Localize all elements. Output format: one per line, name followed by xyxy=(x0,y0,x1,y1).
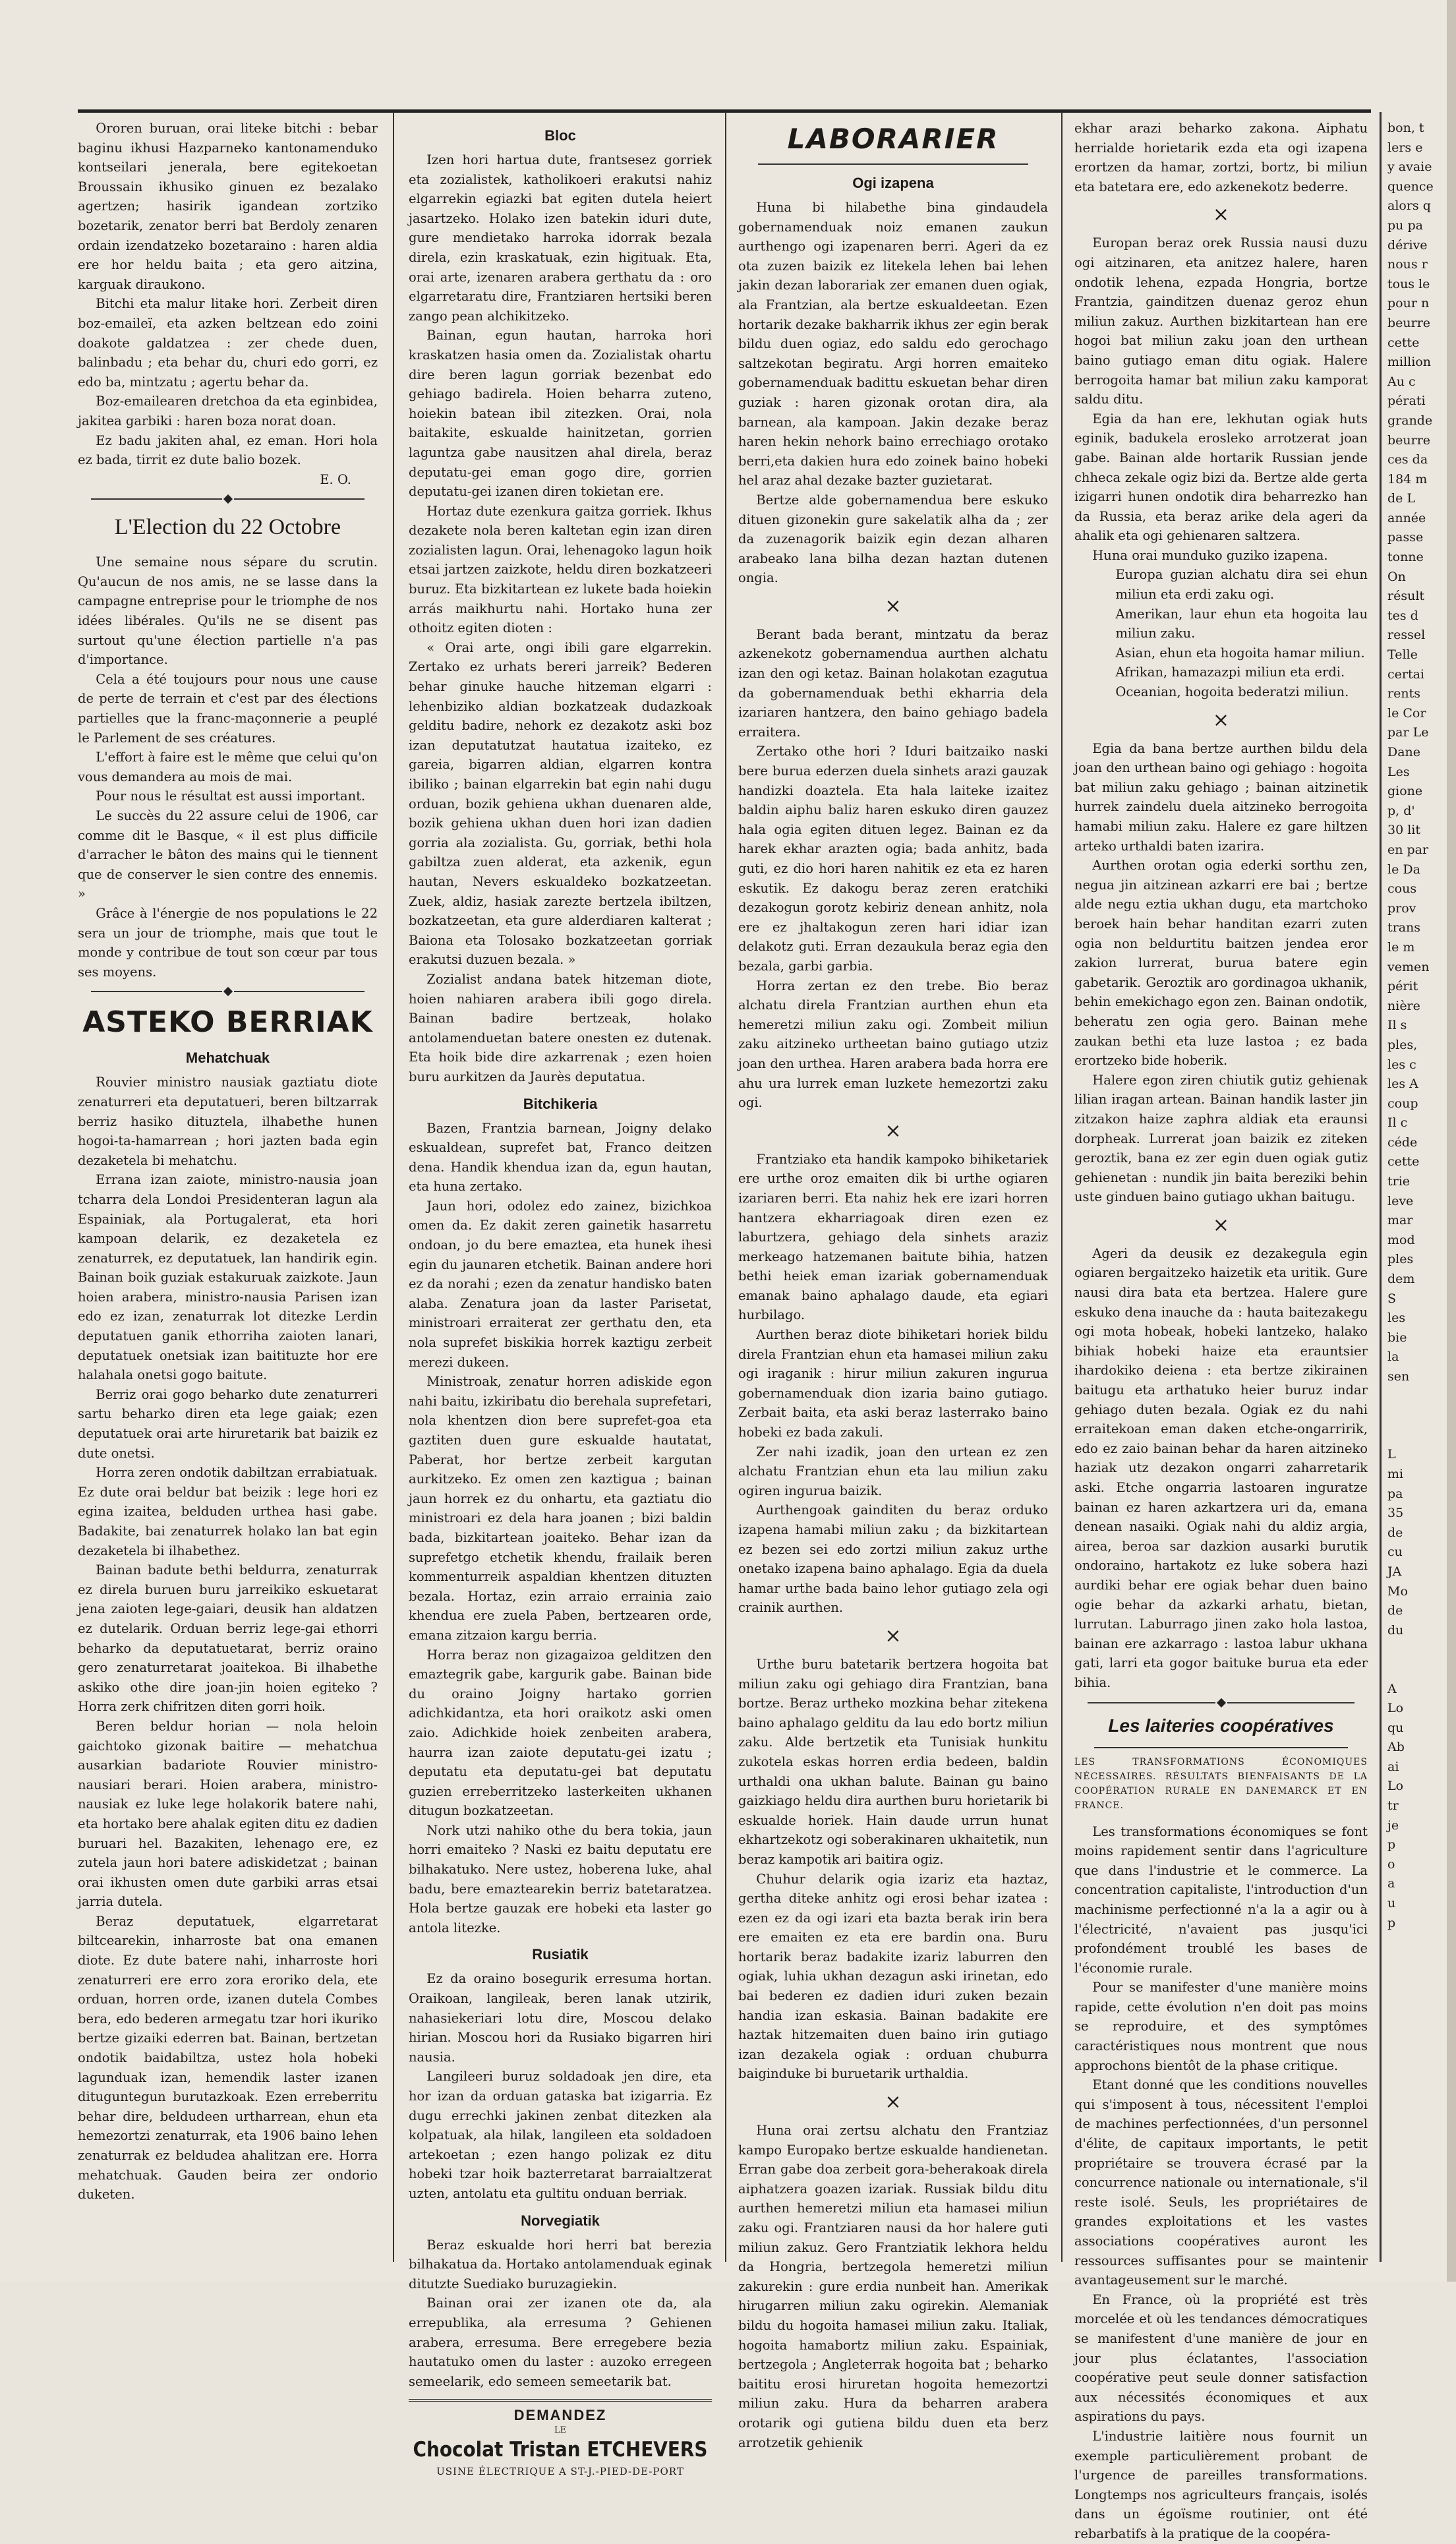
paragraph: Berant bada berant, mintzatu da beraz azkenekotz gobernamendua aurthen alchatu izan den ogi ketaz. Bainan holakotan ezagutua da gobernamenduak bethi ekharria dela izariaren hantzera, den baino gehiago badela erraitera. xyxy=(738,626,1048,740)
cropped-line: tes d xyxy=(1387,608,1418,623)
cropped-line: p xyxy=(1387,1915,1396,1930)
cropped-line: lers e xyxy=(1387,140,1423,155)
rusiatik-article xyxy=(409,1969,712,2203)
cropped-line: dem xyxy=(1387,1272,1415,1287)
cropped-line: cette xyxy=(1387,335,1420,350)
bitchikeria-title: Bitchikeria xyxy=(523,1095,598,1112)
column-1 xyxy=(78,119,378,2255)
cropped-line: quence xyxy=(1387,179,1434,194)
paragraph: Aurthen orotan ogia ederki sorthu zen, negua jin aitzinean azkarri ere bai ; bertze alde negu eztia ukhan dugu, eta martchoko beroek hain behar handitan ezarri zuten ogia non beldurtitu baitzen jendea eror zakion lurrerat, burua batere egin gabetarik. Geroztik aro gordinagoa ukhanik, behin emekichago egon zen. Bainan ondotik, beheratu zen ogia gero. Bainan mehe zaukan bethi eta luze lastoa ; ez bada erortzeko bide hoberik. xyxy=(1074,858,1368,1069)
paragraph: Ageri da deusik ez dezakegula egin ogiaren bergaitzeko haizetik eta uritik. Gure nausi dira bata eta bertzea. Halere gure eskuko dena inauche da : hauta baitezakegu ogi mota hobeak, hobeki lantzeko, halako bihiak hobeki haize eta erauntsier ihardokiko deiena : eta bertze zikirainen baitugu eta arthatuko heier buruz indar gehiago duten bezala. Ogiak ez du nahi erraitekoan eman daken etche-ongarririk, edo ez zaio bainan behar da haren aitzineko haziak utz dezakon ongarri zaharretarik aski. Etche ongarria lastoaren inguratze bainan ez haren azkartzera uri da, emana denean nasaiki. Ogiak nahi du aldiz argia, airea, beroa sar dazkion ausarki burutik ondoraino, hartakotz ez luke sobera hazi aurdiki behar ere ogiak behar duen baino ogie behar da azkarki arhatu, bietan, lurrutan. Laburrago jinen zako hola lastoa, bainan ere azkarrago : lastoa labur ukhana gati, larri eta gogor baituke burua eta eder bihia. xyxy=(1074,1245,1368,1690)
paragraph: Hortaz dute ezenkura gaitza gorriek. Ikhus dezakete nola beren kaltetan egin izan diren zozialisten lagun. Orai, lehenagoko lagun hoik etsai jartzen zaizkote, heldu diren bozkatzeeri buruz. Eta bizkitartean ez lukete bada hoiekin arrás maikhurtu nahi. Hortako huna zer othoitz egiten dioten : xyxy=(409,503,712,636)
ad-demandez: DEMANDEZ xyxy=(513,2407,607,2424)
cropped-line: beurre xyxy=(1387,432,1431,448)
cropped-line: vemen xyxy=(1387,959,1430,974)
cropped-line: dérive xyxy=(1387,237,1428,252)
cropped-line: périt xyxy=(1387,979,1418,994)
cropped-line: 30 lit xyxy=(1387,823,1421,838)
paragraph: Errana izan zaiote, ministro-nausia joan tcharra dela Londoi Presidenteran lagun ala Espainiak, ala Portugalerat, eta hori kampoan delarik, ez dezaketela ez zenaturrek, ez deputatuek, lan handirik egin. Bainan boik guziak estakuruak zaizkote. Jaun hoien arabera, ministro-nausia Parisen izan edo ez izan, zenaturrak lot ditezke Lerdin deputatuen ganik ethorriha zaioten lanari, deputatuek onetsiak izan baitituzte hor ere halahala onetsi gogo baitute. xyxy=(78,1172,378,1383)
column-3 xyxy=(738,119,1048,2450)
cropped-line: en par xyxy=(1387,842,1429,857)
cropped-line: coup xyxy=(1387,1096,1418,1111)
paragraph: Izen hori hartua dute, frantsesez gorriek eta zozialistek, katholikoeri erakutsi nahiz elgarrekin egiazki bat egiten dutela heiert jasartzeko. Holako izen batekin iduri dute, gure mendietako harroka idorrak bezala direla, ezin kraskatuak, ezin higituak. Eta, orai arte, izenaren arabera gerthatu da : oro elgarretaratu dire, Frantziaren hertsiki beren zango pean alchikitzeko. xyxy=(409,152,712,324)
cropped-line: y avaie xyxy=(1387,160,1432,175)
norvegiatik-article xyxy=(409,2235,712,2392)
column-divider xyxy=(1061,112,1063,2262)
cropped-line: Mo xyxy=(1387,1583,1408,1599)
paragraph: Rouvier ministro nausiak gaztiatu diote zenaturreri eta deputatueri, beren biltzarrak berriz hasiko dituztela, ilhabethe hunen hogoi-ta-hamarrean ; hori jazten bada egin dezaketela bi mehatchu. xyxy=(78,1075,378,1168)
cropped-line: ples, xyxy=(1387,1037,1418,1052)
section-divider xyxy=(91,496,364,502)
paragraph: Pour nous le résultat est aussi important. xyxy=(96,788,366,804)
bloc-title: Bloc xyxy=(544,127,576,144)
column-4 xyxy=(1074,119,1368,2541)
cross-separator: × xyxy=(885,1119,902,1142)
cropped-line: certai xyxy=(1387,666,1425,682)
cropped-line: les A xyxy=(1387,1077,1418,1092)
paragraph: Cela a été toujours pour nous une cause de perte de terrain et c'est par des élections partielles que la franc-maçonnerie a peuplé le Parlement de ses créatures. xyxy=(78,671,378,746)
paragraph: Horra zeren ondotik dabiltzan errabiatuak. Ez dute orai beldur bat beizik : lege hori ez egina izaitea, belduden urthea hasi gabe. Badakite, bai zenaturrek holako lan bat egin dezaketela bi ilhabethez. xyxy=(78,1465,378,1558)
news-title: ASTEKO BERRIAK xyxy=(82,1005,373,1040)
cropped-line: cu xyxy=(1387,1545,1403,1560)
cropped-line: mar xyxy=(1387,1213,1413,1228)
top-rule xyxy=(78,109,1371,113)
cropped-line: Telle xyxy=(1387,647,1418,663)
title-underline xyxy=(758,163,1028,165)
paragraph: Pour se manifester d'une manière moins rapide, cette évolution n'en doit pas moins se reproduire, et des symptômes caractéristiques nous montrent que nous approchons bientôt de la phase critique. xyxy=(1074,1980,1368,2073)
cropped-line: je xyxy=(1387,1818,1399,1833)
paragraph: « Orai arte, ongi ibili gare elgarrekin. Zertako ez urhats bereri jarreik? Bederen behar ginuke hauche hitzeman elgarri : lehenbiziko aldian bozkatzeak dudazkoak gelditu badire, nehork ez dezakotz aski boz izan deputatutzat hautatua izaiteko, ez gareia, bigarren aldian, elgarren kontra ibiliko ; bainan elgarrekin bat egin nahi dugu orduan, bozik gehiena ukhan duenaren alde, bozik gehiena ukhan duen hori izan dadien gorria ala zozialista. Gu, gorriak, bethi hola gabiltza zuen alderat, eta azkenik, egun hautan, Nevers eskualdeko bozkatzeetan. Zuek, aldiz, hasiak zarezte bertzela ibiltzen, bozkatzeetan, eta gure alderdiaren kalterat ; Baiona eta Tolosako bozkatzeetan gorriak erakutsi duzuen bezala. » xyxy=(409,639,712,968)
paragraph: Beraz eskualde hori herri bat berezia bilhakatua da. Hortako antolamenduak eginak ditutzte Suediako buruzagiekin. xyxy=(409,2237,712,2292)
cropped-line: tonne xyxy=(1387,550,1424,565)
cropped-line: 184 m xyxy=(1387,471,1428,487)
cropped-line: trie xyxy=(1387,1174,1411,1189)
cropped-line: Lo xyxy=(1387,1701,1404,1716)
cropped-line: le Da xyxy=(1387,862,1420,877)
cropped-line: de xyxy=(1387,1603,1403,1618)
cropped-line: les xyxy=(1387,1311,1406,1326)
paragraph: Bainan badute bethi beldurra, zenaturrak ez direla buruen buru jarreikiko eskuetarat jena zaioten lege-gaiari, deusik han aldatzen ez dutelarik. Orduan berriz lege-gai ethorri beharko da deputatuetarat, berriz oraino gero zenaturretarat joaitekoa. Bi ilhabethe askiko othe dire joan-jin hoien egiteko ? Horra zerk chifritzen diten gorri hoik. xyxy=(78,1562,378,1715)
cropped-line: de L xyxy=(1387,491,1416,506)
cropped-line: pu pa xyxy=(1387,218,1423,233)
cropped-line: alors q xyxy=(1387,198,1431,214)
cropped-line xyxy=(1387,1660,1456,1680)
column-divider xyxy=(393,112,394,2262)
cropped-line: Il s xyxy=(1387,1018,1407,1033)
cropped-line: pérati xyxy=(1387,394,1426,409)
paragraph: Beren beldur horian — nola heloin gaichtoko gizonak baitire — mehatchua ausarkian badariote Rouvier ministro-nausiari berari. Hoien arabera, ministro-nausiak ez luke lege holakorik batere nahi, eta hortako bere ahalak egiten ditu ez dadien buruari hel. Bazakiten, lehenago ere, ez zutela jaun hori batere adiskidetzat ; bainan orai ikhusten omen dute garbiki arras etsai jarria dutela. xyxy=(78,1718,378,1910)
ogi-title: Ogi izapena xyxy=(852,175,934,191)
paragraph: Huna orai zertsu alchatu den Frantziaz kampo Europako bertze eskualde handienetan. Erran gabe doa zerbeit gora-beherakoak direla aiphatzera goazen izariak. Russiak bildu ditu aurthen hemeretzi miliun eta hamasei miliun zaku ogi. Frantziaren nausi da hor halere guti miliun zakuz. Gero Frantziatik lekhora heldu da Hongria, bertzegola hemeretzi miliun zakurekin : gure erdia nunbeit han. Amerikak hirugarren miliun zaku ogirekin. Alemaniak bildu du hogoita hamasei miliun zaku. Italiak, hogoita hamabortz miliun zaku. Espainiak, bertzegola ; Angleterrak hogoita bat ; beharko baititu erosi hiruretan hogoita hemezortzi miliun zaku. Hura da beharren arabera orotarik ogi gutiena bildu duen eta berz arrotzetik gehienik xyxy=(738,2123,1048,2450)
paragraph: Europan beraz orek Russia nausi duzu ogi aitzinaren, eta anitzez halere, haren ondotik lehena, ezpada Hongria, bortze Frantzia, gainditzen duenaz geroz ehun miliun zakuz. Aurthen bizkitartean han ere hogoi bat miliun zaku joan den urthean baino gutiago eman ditu ogiak. Halere berrogoita hamar bat miliun zaku kamporat saldu ditu. xyxy=(1074,235,1368,407)
paragraph: Aurthengoak gainditen du beraz orduko izapena hamabi miliun zaku ; da bizkitartean ez bezen sei edo zortzi miliun zakuz urthe onetako izapena baino aphalago. Egia da duela hamar urthe bada baino lehor gutiago zela ogi crainik aurthen. xyxy=(738,1502,1048,1616)
cropped-lines xyxy=(1387,119,1456,1933)
paragraph: Egia da han ere, lekhutan ogiak huts eginik, badukela erosleko arrotzerat joan gabe. Bainan alde hortarik Russian jende chheca zekale ogiz bizi da. Bertze alde gerta izigarri hunen ondotik dira beharrezko han da Russia, eta beraz arike dela ageri da ahalik eta ogi gehienaren saltzera. xyxy=(1074,411,1368,544)
cropped-line: p xyxy=(1387,1837,1396,1852)
cropped-line: cous xyxy=(1387,881,1417,897)
cropped-line xyxy=(1387,1387,1456,1407)
paragraph: Jaun hori, odolez edo zainez, bizichkoa omen da. Ez dakit zeren gainetik hasarretu ondoan, jo du bere emaztea, eta hunek ihesi egin du jaunaren etchetik. Bainan andere hori ez da norahi ; ezen da zenatur handisko baten alaba. Zenatura joan da laster Parisetat, ministroari erraiterat zer gerthatu den, eta nola suprefet biskikia horrek kaztigu zerbeit merezi dukeen. xyxy=(409,1198,712,1370)
laborarier-title: LABORARIER xyxy=(787,123,999,155)
cropped-line: pa xyxy=(1387,1486,1403,1501)
column-2 xyxy=(409,119,712,2478)
paragraph: Grâce à l'énergie de nos populations le 22 sera un jour de triomphe, mais que tout le monde y contribue de tout son cœur par tous ses moyens. xyxy=(78,905,378,980)
cropped-line: ces da xyxy=(1387,452,1428,467)
cropped-line xyxy=(1387,1406,1456,1426)
bloc-article xyxy=(409,150,712,1087)
cropped-line: Les xyxy=(1387,764,1410,779)
column-divider xyxy=(725,112,726,2262)
advertisement xyxy=(409,2399,712,2479)
cropped-line: cette xyxy=(1387,1154,1420,1169)
column-5-cropped xyxy=(1387,119,1456,2255)
paragraph: Egia da bana bertze aurthen bildu dela joan den urthean baino ogi gehiago : hogoita bat miliun zaku gehiago ; bainan aitzinetik hurrek zaindelu duela aitzineko berrogoita hamabi miliun zaku. Halere ez gare hiltzen arteko urthaldi baten izarira. xyxy=(1074,740,1368,854)
paragraph: Etant donné que les conditions nouvelles qui s'imposent à tous, nécessitent l'emploi de machines perfectionnées, d'un personnel d'élite, de capitaux importants, le petit propriétaire se trouvera écrasé par la concurrence nationale ou internationale, s'il reste isolé. Seuls, les propriétaires de grandes exploitations et les vastes associations coopératives auront les ressources suffisantes pour se maintenir avantageusement sur le marché. xyxy=(1074,2077,1368,2288)
paragraph: L'effort à faire est le même que celui qu'on vous demandera au mois de mai. xyxy=(78,750,378,784)
paragraph: Frantziako eta handik kampoko bihiketariek ere urthe oroz emaiten dik bi urthe ogiaren izariaren berri. Eta nahiz hek ere izari horren hantzera ekharriagoak diren ezen ez laburtzera, gehiago dela sinhets araziz merkeago hatzemanen baitute bihia, hatzen bethi heiek eman izariak gobernamenduak emanak baino aphalago daude, eta egiari hurbilago. xyxy=(738,1151,1048,1323)
cropped-line xyxy=(1387,1640,1456,1660)
paragraph: Une semaine nous sépare du scrutin. Qu'aucun de nos amis, ne se lasse dans la campagne entreprise pour le triomphe de nos idées libérales. Qu'ils ne se disent pas surtout qu'une élection partielle n'a pas d'importance. xyxy=(78,554,378,668)
cropped-line: du xyxy=(1387,1622,1404,1638)
cropped-line: de xyxy=(1387,1525,1403,1540)
paragraph: Urthe buru batetarik bertzera hogoita bat miliun zaku ogi gehiago dira Frantzian, bana bortze. Beraz urtheko mozkina behar zitekena baino aphalago gelditu da lau edo bortz miliun zaku. Alde bertzetik eta Tunisiak hunkitu zukotela eskas horren erdia bedeen, baldin urthaldi ona ukhan balute. Bainan gu baino gaizkiago heldu dira aurthen buru horietarik bi eskualde horiek. Hain daude urrun hunat ekhartzekotz ogi soberakinaren ukhaitetik, nun beraz kampotik ari baitira ogiz. xyxy=(738,1656,1048,1867)
laiteries-title: Les laiteries coopératives xyxy=(1108,1715,1334,1736)
cropped-line: passe xyxy=(1387,530,1424,545)
cropped-line: pour n xyxy=(1387,296,1430,311)
intro-article xyxy=(78,119,378,489)
cropped-line: les c xyxy=(1387,1057,1416,1072)
norvegiatik-title: Norvegiatik xyxy=(521,2212,600,2229)
cropped-line: gione xyxy=(1387,784,1423,799)
cropped-line: u xyxy=(1387,1896,1396,1911)
paragraph: Langileeri buruz soldadoak jen dire, eta hor izan da orduan gataska bat izigarria. Ez dugu errechki jakinen zenbat ditezken ala kolpatuak, ala hilak, langileen eta soldadoen artekoetan ; ezen hango polizak ez ditu hobeki tzar hoik bazterretarat barraialtzerat uzten, antolatu eta gultitu onduan berriak. xyxy=(409,2069,712,2201)
section-divider xyxy=(1088,1700,1354,1706)
rusiatik-title: Rusiatik xyxy=(532,1946,589,1963)
cropped-line: qu xyxy=(1387,1720,1404,1735)
paragraph: En France, où la propriété est très morcelée et où les tendances démocratiques se manifestent d'une manière de jour en jour plus éclatantes, l'association coopérative peut seule donner satisfaction aux nécessités économiques et aux aspirations du pays. xyxy=(1074,2292,1368,2425)
election-title: L'Election du 22 Octobre xyxy=(114,515,341,540)
cross-separator: × xyxy=(885,594,902,618)
mehatchuak-title: Mehatchuak xyxy=(185,1050,270,1067)
cropped-line: céde xyxy=(1387,1135,1418,1150)
cropped-line: année xyxy=(1387,510,1426,525)
paragraph: Halere egon ziren chiutik gutiz gehienak lilian iragan artean. Bainan handik laster jin zitzakon haize zaphra aldiak eta eraunsi dorpheak. Lurrerat joan baizik ez ziteken geroztik, bana ez zer egin duen ogiak gutiz gehienetan : nundik jin baita bereziki behin uste ginduen baino gutiago ukhan baitugu. xyxy=(1074,1072,1368,1205)
paragraph: Bitchi eta malur litake hori. Zerbeit diren boz-emaileï, eta azken beltzean edo zoini doakote galdatzea : zer chede duen, balinbadu ; eta behar du, churi edo gorri, ez edo ba, mintzatu ; agertu behar da. xyxy=(78,296,378,390)
cropped-line: tous le xyxy=(1387,276,1430,291)
paragraph: Ez badu jakiten ahal, ez eman. Hori hola ez bada, tirrit ez dute balio bozek. xyxy=(78,432,378,468)
cross-separator: × xyxy=(1212,1213,1230,1237)
cropped-line: sen xyxy=(1387,1369,1410,1384)
title-underline xyxy=(1094,1747,1348,1748)
cropped-line: Lo xyxy=(1387,1779,1404,1794)
cropped-line: mod xyxy=(1387,1232,1415,1247)
cropped-line: beurre xyxy=(1387,315,1431,330)
cropped-line: p, d' xyxy=(1387,803,1415,818)
paragraph: Bainan orai zer izanen ote da, ala errepublika, ala erresuma ? Gehienen arabera, erresuma. Bere erregebere bezia hautatuko omen du laster : auzoko erregeen semeelarik, edo semeen semeetarik bat. xyxy=(409,2295,712,2389)
paragraph: L'industrie laitière nous fournit un exemple particulièrement probant de l'urgence de pareilles transformations. Longtemps nos agriculteurs français, isolés dans un égoïsme routinier, ont été rebarbatifs à la pratique de la coopéra- xyxy=(1074,2428,1368,2541)
cropped-line: bie xyxy=(1387,1330,1407,1345)
paragraph: Huna bi hilabethe bina gindaudela gobernamenduak noiz emanen zaukun aurthengo ogi izapenaren berri. Ageri da ez ota zuzen baizik ez litekela lehen bai lehen jakin dezan laborariak zer emanen duen ogiak, ala Frantzian, ala bertze eskualdeetan. Ezen hortarik dezake bakharrik ikhus zer egin berak bildu duen ogiaz, edo saldu edo gerochago saltzekotan begiratu. Argi horren emaiteko gobernamenduak badittu eskuetan behar diren guziak : haren gizonak orotan dira, ala barnean, ala kampoan. Jakin dezake beraz haren hekin nehork baino errechiago orotako berri,eta dakien hura edo zoinek baino hobeki hel araz ahal dezake bazter guzietarat. xyxy=(738,200,1048,488)
cropped-line: résult xyxy=(1387,589,1425,604)
paragraph: Huna orai munduko guziko izapena. xyxy=(1092,547,1328,563)
list-item: Asian, ehun eta hogoita hamar miliun. xyxy=(1115,645,1365,661)
paragraph: Ministroak, zenatur horren adiskide egon nahi baitu, izkiribatu dio berehala suprefetari, nola khentzen dion bere suprefet-goa eta gaztiten duen gure eskualde hautatat, Paberat, hor bertze zerbeit kargutan aurkitzeko. Ez omen zen kaztigua ; bainan jaun horrek ez du onhartu, eta gaztiatu dio ministroari ez dela hara joanen ; bizi baldin bada, bizkitartean joaiteko. Behar izan da suprefetgo etchetik khendu, frailaik beren kommenturreik aspaldian khentzen dituzten bezala. Hortaz, ezin arraio errainia zaio khendua ere zuela Paben, bertzearen orde, emana zitzaion kargu berria. xyxy=(409,1374,712,1643)
cropped-line: Au c xyxy=(1387,374,1416,389)
cropped-line: grande xyxy=(1387,413,1433,428)
paragraph: Nork utzi nahiko othe du bera tokia, jaun horri emaiteko ? Naski ez baitu deputatu ere bilhakatuko. Nere ustez, hoberena luke, ahal badu, bere emaztearekin berriz batetaratzea. Hola bertze gauzak ere hobeki eta laster go antola litezke. xyxy=(409,1822,712,1936)
cropped-line: On xyxy=(1387,569,1406,584)
paragraph: Chuhur delarik ogia izariz eta haztaz, gertha diteke anhitz ogi erosi behar izatea : ezen ez da ogi izari eta bazta berak irin bera ere emaiten ez eta ere bardin ona. Buru hortarik beraz badakite izariz laburren den ogiak, luhia ukhan dezagun aski irinetan, edo bai bederen ez dadien iduri zuken bezain handia izan eskasia. Bainan badakite ere haztak hitzemaiten duen baino irin gutiago izan dezakela ogiak : orduan chuburra baiginduke bi buruetarik urthaldia. xyxy=(738,1871,1048,2082)
cropped-line: 35 xyxy=(1387,1506,1404,1521)
cropped-line: le Cor xyxy=(1387,705,1426,721)
cropped-line: mi xyxy=(1387,1466,1404,1481)
election-article xyxy=(78,552,378,982)
paragraph: Zertako othe hori ? Iduri baitzaiko naski bere burua ederzen duela sinhets arazi gauzak handizki doaztela. Eta hala laiteke izaitez baldin aiphu baliz haren eskuko diren gauzez hala ogia egiten dituen legez. Bainan ez da harek ekhar arazten ogia; bada anhitz, bada guti, ez dio hori haren nahitik ez eta ez haren eskutik. Ez dakogu beraz zeren eratchiki dezakogun gorotz kebiriz denean anhitz, nola ere ez jhaltakogun zeren hari idiar izan delakotz guti. Erran dezaukula beraz egia den bezala, garbi garbia. xyxy=(738,744,1048,974)
cropped-line: JA xyxy=(1387,1564,1402,1579)
paragraph: Le succès du 22 assure celui de 1906, car comme dit le Basque, « il est plus difficile d'arracher le bâton des mains qui le tiennent que de conserver le sien contre des ennemis. » xyxy=(78,808,378,902)
paragraph: Horra zertan ez den trebe. Bio beraz alchatu direla Frantzian aurthen ehun eta hemeretzi miliun zaku ogi. Zombeit miliun zaku aitzineko urtheetan baino gutiago utziz joan den urthea. Haren arabera bada horra ere ahu ura lurrek eman luzkete hemezortzi zaku ogi. xyxy=(738,978,1048,1111)
column-divider xyxy=(1380,112,1382,2262)
cropped-line: trans xyxy=(1387,920,1421,935)
ad-le: LE xyxy=(554,2425,567,2436)
cropped-line: S xyxy=(1387,1291,1397,1306)
section-divider xyxy=(91,988,364,995)
paragraph: Ez da oraino bosegurik erresuma hortan. Oraikoan, langileak, beren lanak utzirik, nahasiekeriari lotu dire, Moscou delako hirian. Moscou hori da Rusiako bigarren hiri nausia. xyxy=(409,1971,712,2065)
cropped-line: bon, t xyxy=(1387,121,1424,135)
cropped-line: nière xyxy=(1387,998,1420,1013)
cropped-line: prov xyxy=(1387,901,1416,916)
cropped-line: Il c xyxy=(1387,1115,1408,1131)
mehatchuak-article xyxy=(78,1073,378,2204)
ad-usine: USINE ÉLECTRIQUE A ST-J.-PIED-DE-PORT xyxy=(436,2466,684,2478)
cropped-line: la xyxy=(1387,1349,1399,1365)
cross-separator: × xyxy=(885,1624,902,1647)
paragraph: Ororen buruan, orai liteke bitchi : bebar baginu ikhusi Hazparneko kantonamenduko kontseilari jenerala, bere egitekoetan Broussain ikhusiko ginuen ez bezalako agertzen; hasirik igandean zortziko bozetarik, zenator berri bat Berdoly zenaren ordain izendatzeko bozetaraino : haren aldia ere hor heldu baita ; eta gero aitzina, karguak diraukono. xyxy=(78,121,378,292)
cropped-line: a xyxy=(1387,1876,1395,1891)
laiteries-subhead: LES TRANSFORMATIONS ÉCONOMIQUES NÉCESSAIRES. RÉSULTATS BIENFAISANTS DE LA COOPÉRATION RURALE EN DANEMARCK ET EN FRANCE. xyxy=(1074,1756,1368,1811)
page-edge xyxy=(1447,0,1456,2282)
cropped-line: ples xyxy=(1387,1252,1414,1267)
cross-separator: × xyxy=(1212,203,1230,227)
cropped-line: A xyxy=(1387,1681,1397,1696)
paragraph: ekhar arazi beharko zakona. Aiphatu herrialde horietarik ezda eta ogi izapena erortzen da hamar, zortzi, bortz, bi miliun eta batetara ere, edo azkenekotz bederre. xyxy=(1074,121,1368,194)
paragraph: Zozialist andana batek hitzeman diote, hoien nahiaren arabera ibili gogo direla. Bainan badire bertzeak, holako antolamenduetan batere onesten ez dutenak. Eta hoik bide dire azkarrenak ; ezen hoien buru aurkitzen da Jaurès deputatua. xyxy=(409,971,712,1084)
cropped-line: L xyxy=(1387,1447,1396,1462)
cropped-line: nous r xyxy=(1387,257,1428,272)
cropped-line: par Le xyxy=(1387,725,1429,740)
world-production-list xyxy=(1074,565,1368,701)
bitchikeria-article xyxy=(409,1119,712,1938)
cross-separator: × xyxy=(885,2090,902,2114)
paragraph: Les transformations économiques se font moins rapidement sentir dans l'agriculture que dans l'industrie et le commerce. La concentration capitaliste, l'introduction d'un machinisme perfectionné n'a la a agir ou à l'électricité, n'avaient pas jusqu'ici profondément troublé les bases de l'économie rurale. xyxy=(1074,1823,1368,1976)
cropped-line: Ab xyxy=(1387,1740,1405,1755)
cropped-line: leve xyxy=(1387,1193,1414,1208)
ad-brand: Chocolat Tristan ETCHEVERS xyxy=(413,2438,708,2462)
paragraph: Bertze alde gobernamendua bere eskuko dituen gizonekin gure sakelatik alha da ; zer da zuzenagorik baizik egin dezan alharen arabeako lana bilha dezan haztan dutenen ongia. xyxy=(738,492,1048,586)
list-item: Afrikan, hamazazpi miliun eta erdi. xyxy=(1115,665,1345,680)
cropped-line: rents xyxy=(1387,686,1420,701)
paragraph: Bainan, egun hautan, harroka hori kraskatzen hasia omen da. Zozialistak ohartu dire beren lagun gorriak bezenbat edo gehiago badirela. Hoien beharra zuteno, hoiekin batean ibil zitezken. Orai, nola baitakite, eskualde hainitzetan, gorrien laguntza gabe nausitzen ahal direla, beraz deputatu-gei eman gogo dire, gorrien deputatu-gei izanen diren tokietan ere. xyxy=(409,328,712,500)
paragraph: Bazen, Frantzia barnean, Joigny delako eskualdean, suprefet bat, Franco deitzen dena. Handik khendua izan da, egun hautan, eta huna zertako. xyxy=(409,1120,712,1195)
cropped-line: o xyxy=(1387,1856,1395,1872)
cropped-line xyxy=(1387,1426,1456,1446)
paragraph: Horra beraz non gizagaizoa gelditzen den emaztegrik gabe, kargurik gabe. Bainan bide du oraino Joigny hartako gorrien adichkidantza, eta hori oraikotz aski omen zaio. Adichkide hoiek zenbeiten arabera, haurra izan zaiote deputatu-gei izatu ; deputatu eta deputatu-gei bat deputatu guzien erreberritzeko lasterkeiten ukhanen ditugun bozkatzeetan. xyxy=(409,1647,712,1819)
paragraph: Zer nahi izadik, joan den urtean ez zen alchatu Frantzian ehun eta lau miliun zaku ogiren ingurua baizik. xyxy=(738,1444,1048,1498)
cropped-line: million xyxy=(1387,355,1431,370)
paragraph: Boz-emailearen dretchoa da eta eginbidea, jakitea garbiki : haren boza norat doan. xyxy=(78,394,378,429)
cropped-line: ai xyxy=(1387,1759,1399,1774)
cross-separator: × xyxy=(1212,708,1230,732)
cropped-line: Dane xyxy=(1387,745,1421,759)
cropped-line: le m xyxy=(1387,939,1415,955)
list-item: Europa guzian alchatu dira sei ehun miliun eta erdi zaku ogi. xyxy=(1115,567,1368,603)
paragraph: Aurthen beraz diote bihiketari horiek bildu direla Frantzian ehun eta hamasei miliun zaku ogi iraganik : hirur miliun zakuren ingurua gobernamenduak dion izaria baino gutiago. Zerbait baita, eta aski beraz lasterrako baino hobeki ez bada zakuli. xyxy=(738,1327,1048,1440)
paragraph: Beraz deputatuek, elgarretarat biltcearekin, inharroste bat ona emanen diote. Ez dute batere nahi, inharroste hori zenaturreri ere erro zora eroriko dela, ete orduan, horren orde, izanen dutela Combes bera, edo bederen armegatu tzar hori ikuriko bertze gizaiki ederren bat. Bainan, bertzetan ondotik baidabiltza, ustez hola hobeki lagunduak izan, hemendik laster izanen dituguntegun burutazkoak. Ezen erreberritu behar dire, beldudeen urtharrean, ehun eta hemezortzi zenaturrak, eta 1906 baino lehen zenaturrak ez beldudea ahalitzan ere. Horra mehatchuak. Gauden beira zer ondorio duketen. xyxy=(78,1913,378,2203)
cropped-line: ressel xyxy=(1387,628,1426,643)
list-item: Amerikan, laur ehun eta hogoita lau miliun zaku. xyxy=(1115,606,1368,641)
signature: E. O. xyxy=(320,471,351,487)
cropped-line: tr xyxy=(1387,1798,1399,1814)
list-item: Oceanian, hogoita bederatzi miliun. xyxy=(1115,684,1349,700)
paragraph: Berriz orai gogo beharko dute zenaturreri sartu beharko diren eta lege gaiak; ezen deputatuek orai arte hiruretarik bat baizik ez dute onetsi. xyxy=(78,1386,378,1461)
